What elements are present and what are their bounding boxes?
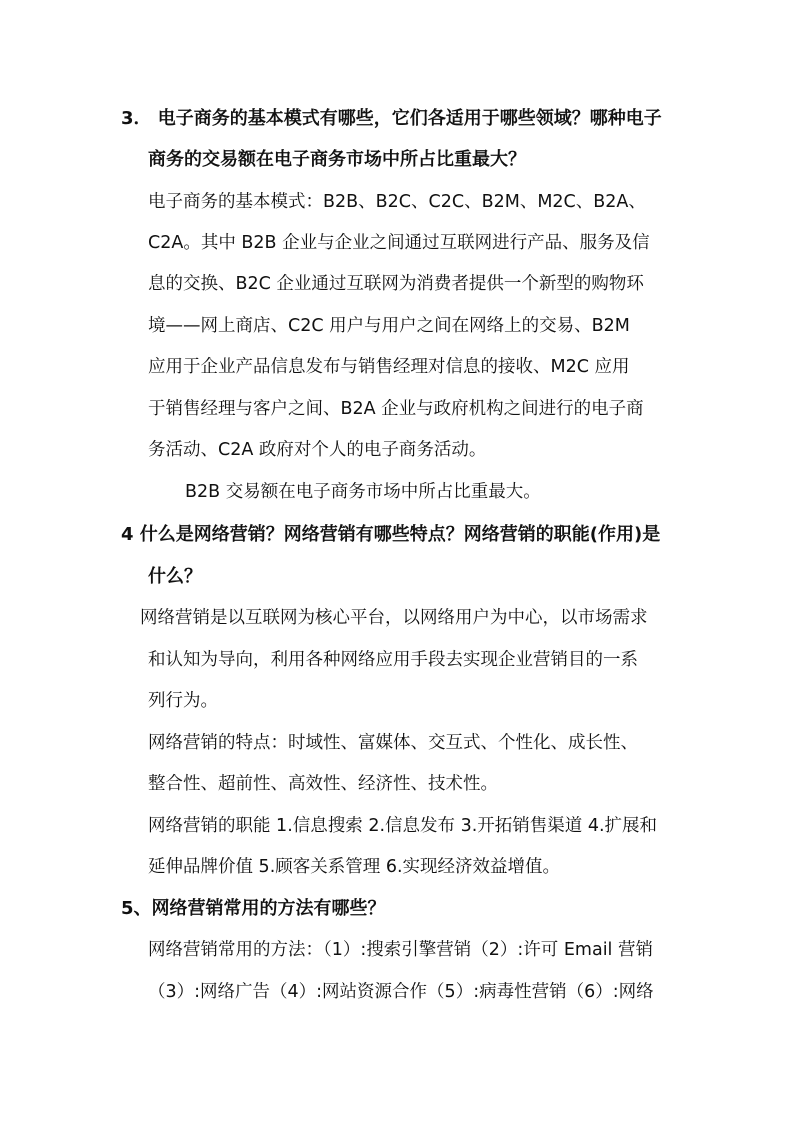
q4-functions-line-2: 延伸品牌价值 5.顾客关系管理 6.实现经济效益增值。 xyxy=(148,857,561,877)
q3-body-line-5: 应用于企业产品信息发布与销售经理对信息的接收、M2C 应用 xyxy=(148,357,630,377)
q5-body-line-2: （3）:网络广告（4）:网站资源合作（5）:病毒性营销（6）:网络 xyxy=(148,982,654,1002)
q3-body-line-7: 务活动、C2A 政府对个人的电子商务活动。 xyxy=(148,440,487,460)
q4-features-line-2: 整合性、超前性、高效性、经济性、技术性。 xyxy=(148,774,498,794)
q5-heading: 5、网络营销常用的方法有哪些？ xyxy=(121,898,386,919)
q4-definition-line-3: 列行为。 xyxy=(148,691,218,711)
q4-features-line-1: 网络营销的特点：时域性、富媒体、交互式、个性化、成长性、 xyxy=(148,733,638,753)
q4-definition-line-2: 和认知为导向，利用各种网络应用手段去实现企业营销目的一系 xyxy=(148,650,638,670)
q3-body-line-3: 息的交换、B2C 企业通过互联网为消费者提供一个新型的购物环 xyxy=(148,274,644,294)
q3-body-line-4: 境——网上商店、C2C 用户与用户之间在网络上的交易、B2M xyxy=(148,316,630,336)
q4-functions-line-1: 网络营销的职能 1.信息搜索 2.信息发布 3.开拓销售渠道 4.扩展和 xyxy=(148,816,658,836)
q3-body-line-1: 电子商务的基本模式：B2B、B2C、C2C、B2M、M2C、B2A、 xyxy=(148,192,646,212)
q5-body-line-1: 网络营销常用的方法：（1）:搜索引擎营销（2）:许可 Email 营销 xyxy=(148,940,653,960)
q4-heading-line-1: 4 什么是网络营销？网络营销有哪些特点？网络营销的职能(作用)是 xyxy=(121,524,661,545)
q4-definition-line-1: 网络营销是以互联网为核心平台，以网络用户为中心，以市场需求 xyxy=(140,608,648,628)
q3-body-line-6: 于销售经理与客户之间、B2A 企业与政府机构之间进行的电子商 xyxy=(148,399,644,419)
q4-heading-line-2: 什么？ xyxy=(148,566,202,587)
q3-conclusion: B2B 交易额在电子商务市场中所占比重最大。 xyxy=(185,482,541,502)
q3-heading-line-1: 3． 电子商务的基本模式有哪些，它们各适用于哪些领域？哪种电子 xyxy=(121,108,662,129)
q3-heading-line-2: 商务的交易额在电子商务市场中所占比重最大？ xyxy=(148,149,526,170)
q3-body-line-2: C2A。其中 B2B 企业与企业之间通过互联网进行产品、服务及信 xyxy=(148,233,650,253)
